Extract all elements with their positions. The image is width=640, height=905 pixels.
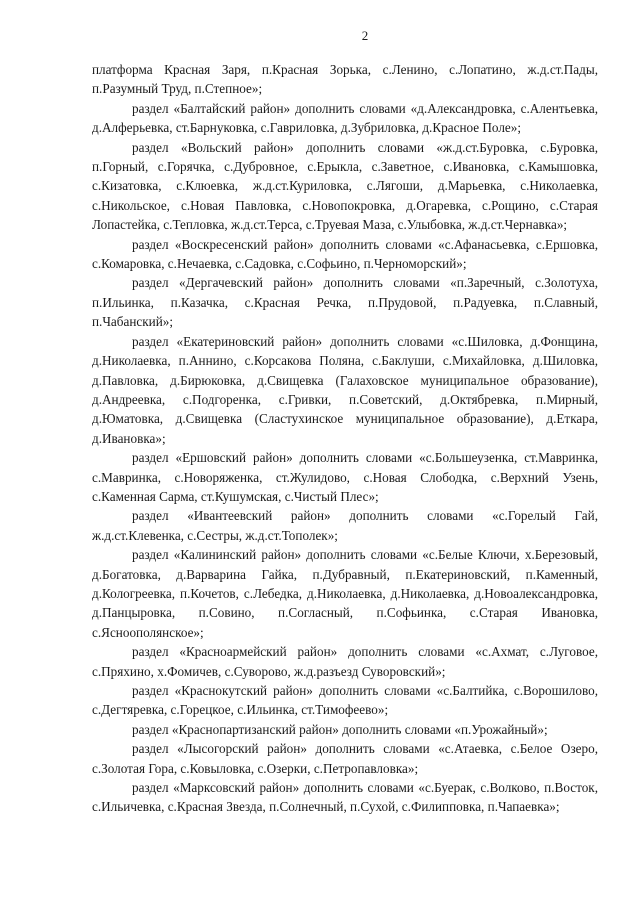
paragraph: раздел «Калининский район» дополнить словами «с.Белые Ключи, х.Березовый, д.Богатовка, д.Варварина Гайка, п.Дубравный, п.Екатериновский, п.Каменный, д.Кологреевка, п.Кочетов, с.Лебедка, д.Николаевка, д.Николаевка, д.Новоалександровка, д.Панцыровка, п.Совино, п.Согласный, п.Софьинка, с.Старая Ивановка, с.Ясноополянское»; — [92, 547, 598, 640]
paragraph: раздел «Краснопартизанский район» дополнить словами «п.Урожайный»; — [132, 721, 548, 737]
paragraph: раздел «Лысогорский район» дополнить словами «с.Атаевка, с.Белое Озеро, с.Золотая Гора, с.Ковыловка, с.Озерки, с.Петропавловка»; — [92, 741, 598, 776]
paragraph: раздел «Балтайский район» дополнить словами «д.Александровка, с.Алентьевка, д.Алферьевка, ст.Барнуковка, с.Гавриловка, д.Зубриловка, д.Красное Поле»; — [92, 100, 598, 136]
paragraph: раздел «Краснокутский район» дополнить словами «с.Балтийка, с.Ворошилово, с.Дегтяревка, с.Горецкое, с.Ильинка, ст.Тимофеево»; — [92, 683, 598, 718]
paragraph: раздел «Марксовский район» дополнить словами «с.Буерак, с.Волково, п.Восток, с.Ильичевка, с.Красная Звезда, п.Солнечный, п.Сухой, с.Филипповка, п.Чапаевка»; — [92, 780, 598, 815]
paragraph: раздел «Дергачевский район» дополнить словами «п.Заречный, с.Золотуха, п.Ильинка, п.Казачка, с.Красная Речка, п.Прудовой, п.Радуевка, п.Славный, п.Чабанский»; — [92, 275, 598, 330]
document-body — [92, 60, 598, 817]
paragraph: раздел «Воскресенский район» дополнить словами «с.Афанасьевка, с.Ершовка, с.Комаровка, с.Нечаевка, с.Садовка, с.Софьино, п.Черноморский»; — [92, 236, 598, 272]
paragraph: платформа Красная Заря, п.Красная Зорька, с.Ленино, с.Лопатино, ж.д.ст.Пады, п.Разумный Труд, п.Степное»; — [92, 62, 598, 97]
page-number: 2 — [361, 28, 369, 43]
paragraph: раздел «Вольский район» дополнить словами «ж.д.ст.Буровка, с.Буровка, п.Горный, с.Горячка, с.Дубровное, с.Ерыкла, с.Заветное, с.Ивановка, с.Камышовка, с.Кизатовка, с.Клюевка, ж.д.ст.Куриловка, с.Лягоши, д.Марьевка, с.Николаевка, с.Никольское, с.Новая Павловка, с.Новопокровка, д.Огаревка, с.Рощино, с.Старая Лопастейка, с.Тепловка, ж.д.ст.Терса, с.Труевая Маза, с.Улыбовка, ж.д.ст.Чернавка»; — [92, 139, 598, 233]
paragraph: раздел «Красноармейский район» дополнить словами «с.Ахмат, с.Луговое, с.Пряхино, х.Фомичев, с.Суворово, ж.д.разъезд Суворовский»; — [92, 644, 598, 679]
paragraph: раздел «Ивантеевский район» дополнить словами «с.Горелый Гай, ж.д.ст.Клевенка, с.Сестры, ж.д.ст.Тополек»; — [92, 508, 598, 543]
paragraph: раздел «Ершовский район» дополнить словами «с.Большеузенка, ст.Мавринка, с.Мавринка, с.Новоряженка, ст.Жулидово, с.Новая Слободка, с.Верхний Узень, с.Каменная Сарма, ст.Кушумская, с.Чистый Плес»; — [92, 450, 598, 504]
paragraph: раздел «Екатериновский район» дополнить словами «с.Шиловка, д.Фонщина, д.Николаевка, п.Аннино, с.Корсакова Поляна, с.Баклуши, с.Михайловка, д.Шиловка, д.Павловка, д.Бирюковка, д.Свищевка (Галаховское муниципальное образование), д.Андреевка, с.Подгоренка, с.Гривки, п.Советский, д.Октябревка, п.Мирный, д.Юматовка, д.Свищевка (Сластухинское муниципальное образование), д.Еткара, д.Ивановка»; — [92, 333, 598, 446]
